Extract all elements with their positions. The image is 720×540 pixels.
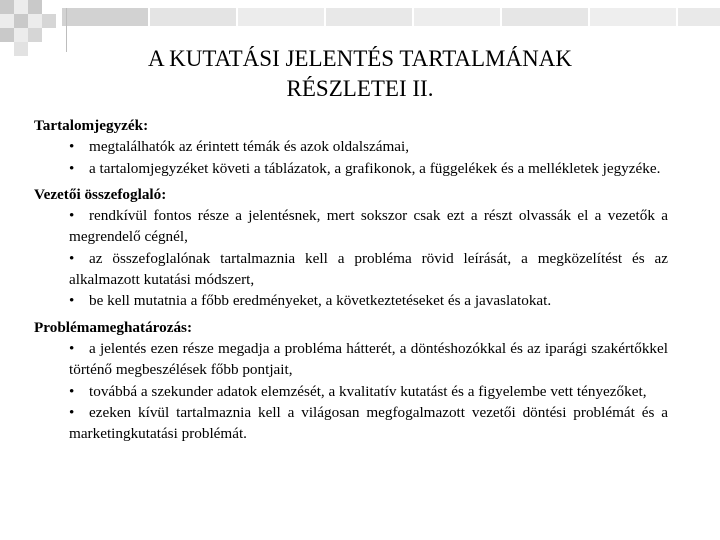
deco-bar xyxy=(62,8,148,26)
deco-square xyxy=(14,14,28,28)
deco-bar xyxy=(414,8,500,26)
bullet-text: be kell mutatnia a főbb eredményeket, a következtetéseket és a javaslatokat. xyxy=(89,292,552,310)
bullet-item xyxy=(34,248,668,291)
bullet-item xyxy=(34,290,668,311)
section-tartalomjegyzek xyxy=(34,115,668,179)
slide-title-line-1: A KUTATÁSI JELENTÉS TARTALMÁNAK xyxy=(148,46,572,71)
deco-bar xyxy=(326,8,412,26)
deco-square xyxy=(28,0,42,14)
bullet-icon: • xyxy=(69,207,75,225)
bullet-item xyxy=(34,158,668,179)
slide-body xyxy=(34,115,668,449)
bullet-item xyxy=(34,402,668,445)
deco-square xyxy=(14,42,28,56)
bullet-text: a tartalomjegyzéket követi a táblázatok, a grafikonok, a függelékek és a mellékletek jegyzéke. xyxy=(89,159,661,177)
bullet-text: továbbá a szekunder adatok elemzését, a kvalitatív kutatást és a figyelembe vett tényezőket, xyxy=(89,382,647,400)
section-problemameghatarozas xyxy=(34,317,668,445)
section-vezetoi-osszefoglalo xyxy=(34,184,668,312)
bullet-item xyxy=(34,338,668,381)
bullet-icon: • xyxy=(69,159,75,177)
slide-title-line-2: RÉSZLETEI II. xyxy=(286,76,434,101)
section-heading: Vezetői összefoglaló: xyxy=(34,185,167,203)
deco-square xyxy=(0,28,14,42)
bullet-text: megtalálhatók az érintett témák és azok oldalszámai, xyxy=(89,138,410,156)
bullet-icon: • xyxy=(69,339,75,357)
bullet-icon: • xyxy=(69,138,75,156)
section-heading: Tartalomjegyzék: xyxy=(34,117,149,134)
bullet-text: a jelentés ezen része megadja a probléma hátterét, a döntéshozókkal és az iparági szakértőkkel történő megbeszélések főbb pontjait, xyxy=(69,339,668,379)
deco-bar xyxy=(150,8,236,26)
deco-bar xyxy=(238,8,324,26)
deco-square xyxy=(28,14,42,28)
bullet-icon: • xyxy=(69,382,75,400)
deco-divider xyxy=(66,8,67,52)
bullet-item xyxy=(34,136,668,157)
deco-square xyxy=(14,0,28,14)
slide-title xyxy=(100,44,620,104)
deco-bar xyxy=(502,8,588,26)
bullet-item xyxy=(34,381,668,402)
deco-square xyxy=(14,28,28,42)
bullet-icon: • xyxy=(69,403,75,421)
bullet-icon: • xyxy=(69,249,75,267)
deco-bar xyxy=(678,8,720,26)
section-heading: Problémameghatározás: xyxy=(34,318,193,336)
bullet-text: ezeken kívül tartalmaznia kell a világosan megfogalmazott vezetői döntési problémát és a marketingkutatási problémát. xyxy=(69,403,668,443)
deco-bar xyxy=(590,8,676,26)
deco-square xyxy=(0,0,14,14)
bullet-icon: • xyxy=(69,292,75,310)
bullet-item xyxy=(34,205,668,248)
deco-square xyxy=(28,28,42,42)
bullet-text: rendkívül fontos része a jelentésnek, mert sokszor csak ezt a részt olvassák el a vezetők a megrendelő cégnél, xyxy=(69,207,668,246)
bullet-text: az összefoglalónak tartalmaznia kell a probléma rövid leírását, a megközelítést és az alkalmazott kutatási módszert, xyxy=(69,249,668,289)
deco-square xyxy=(0,14,14,28)
deco-square xyxy=(42,14,56,28)
